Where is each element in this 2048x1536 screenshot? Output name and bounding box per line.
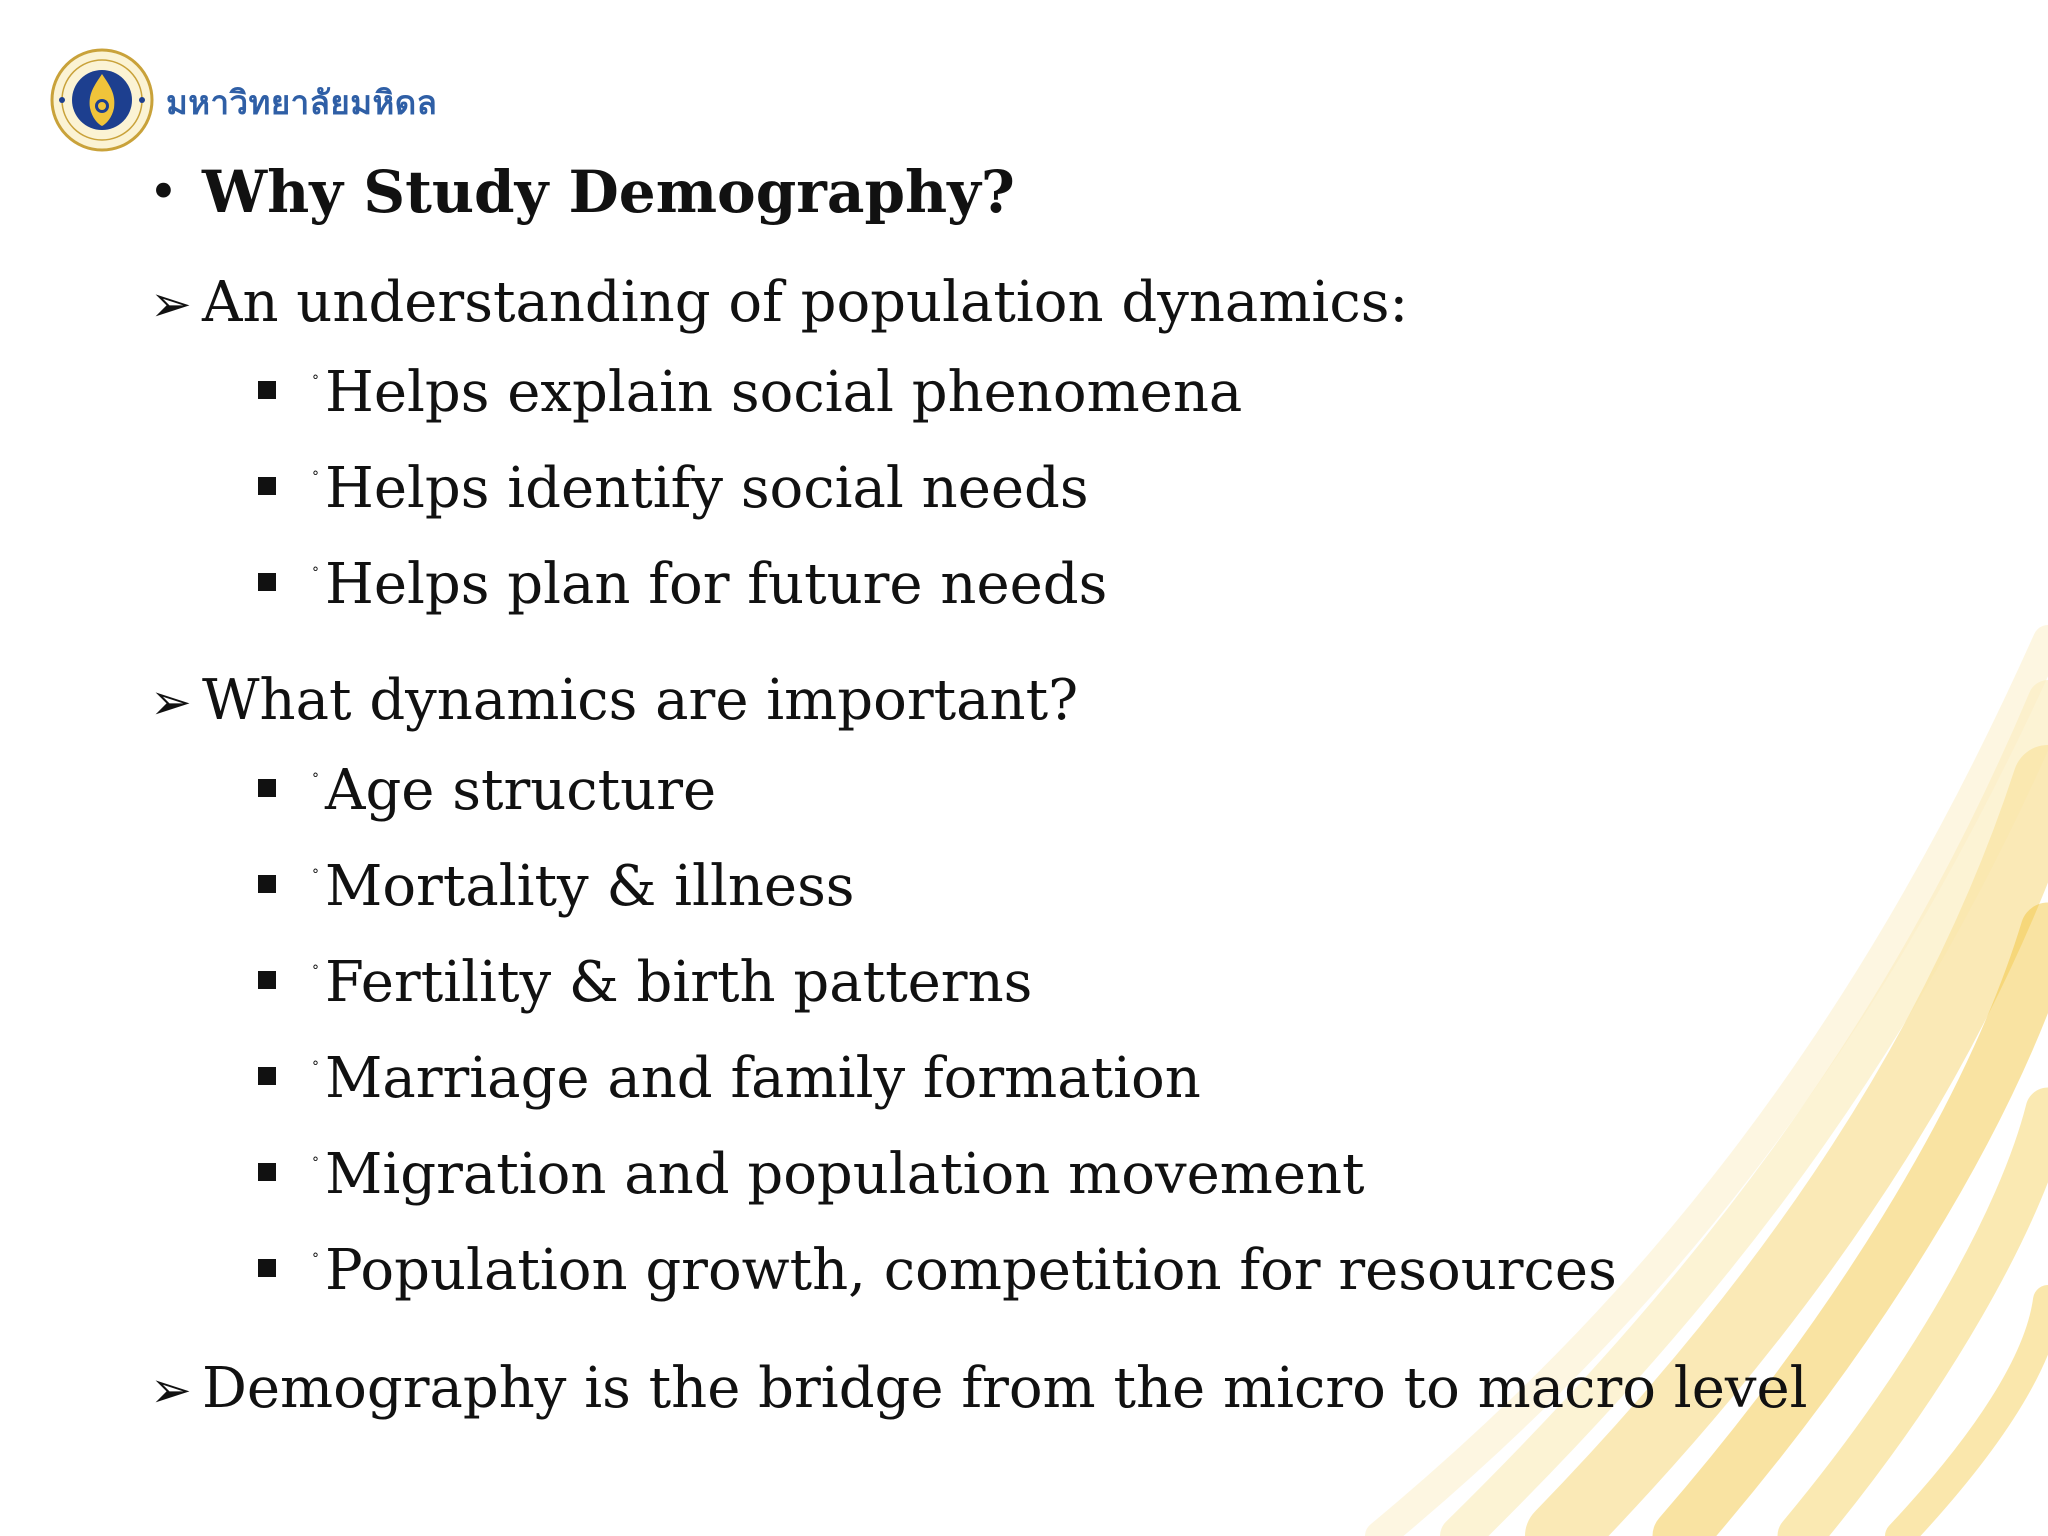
arrow-bullet-icon: ➢ xyxy=(150,673,192,731)
degree-mark-icon: ° xyxy=(312,771,319,787)
section-heading: An understanding of population dynamics: xyxy=(202,270,1409,335)
degree-mark-icon: ° xyxy=(312,469,319,485)
square-bullet-icon xyxy=(258,875,276,893)
list-item xyxy=(258,1046,1201,1111)
list-item-text: Fertility & birth patterns xyxy=(325,950,1033,1015)
list-item xyxy=(258,360,1242,425)
degree-mark-icon: ° xyxy=(312,373,319,389)
list-item-text: Migration and population movement xyxy=(325,1142,1365,1207)
section-heading: Demography is the bridge from the micro to macro level xyxy=(202,1356,1808,1421)
arrow-bullet-icon: ➢ xyxy=(150,275,192,333)
list-item xyxy=(258,950,1032,1015)
square-bullet-icon xyxy=(258,381,276,399)
list-item xyxy=(258,456,1089,521)
list-item-text: Marriage and family formation xyxy=(325,1046,1201,1111)
list-item-text: Population growth, competition for resources xyxy=(325,1238,1617,1303)
list-item-text: Helps identify social needs xyxy=(325,456,1089,521)
mahidol-university-seal-icon xyxy=(50,48,154,152)
list-item xyxy=(258,1142,1365,1207)
degree-mark-icon: ° xyxy=(312,1155,319,1171)
section-heading: What dynamics are important? xyxy=(202,668,1079,733)
degree-mark-icon: ° xyxy=(312,1059,319,1075)
arrow-bullet-icon: ➢ xyxy=(150,1361,192,1419)
list-item xyxy=(258,854,855,919)
list-item xyxy=(258,758,716,823)
list-item xyxy=(258,1238,1617,1303)
square-bullet-icon xyxy=(258,779,276,797)
square-bullet-icon xyxy=(258,1067,276,1085)
degree-mark-icon: ° xyxy=(312,565,319,581)
slide-title-row xyxy=(150,158,1015,226)
square-bullet-icon xyxy=(258,477,276,495)
square-bullet-icon xyxy=(258,1163,276,1181)
square-bullet-icon xyxy=(258,1259,276,1277)
section-heading-row xyxy=(150,270,1408,335)
list-item xyxy=(258,552,1107,617)
bullet-icon: • xyxy=(150,167,177,216)
slide-title: Why Study Demography? xyxy=(202,158,1015,226)
square-bullet-icon xyxy=(258,971,276,989)
university-name: มหาวิทยาลัยมหิดล xyxy=(166,83,438,122)
list-item-text: Helps plan for future needs xyxy=(325,552,1108,617)
list-item-text: Helps explain social phenomena xyxy=(325,360,1243,425)
section-heading-row xyxy=(150,1356,1808,1421)
degree-mark-icon: ° xyxy=(312,867,319,883)
square-bullet-icon xyxy=(258,573,276,591)
degree-mark-icon: ° xyxy=(312,963,319,979)
list-item-text: Mortality & illness xyxy=(325,854,855,919)
degree-mark-icon: ° xyxy=(312,1251,319,1267)
section-heading-row xyxy=(150,668,1078,733)
list-item-text: Age structure xyxy=(325,758,717,823)
